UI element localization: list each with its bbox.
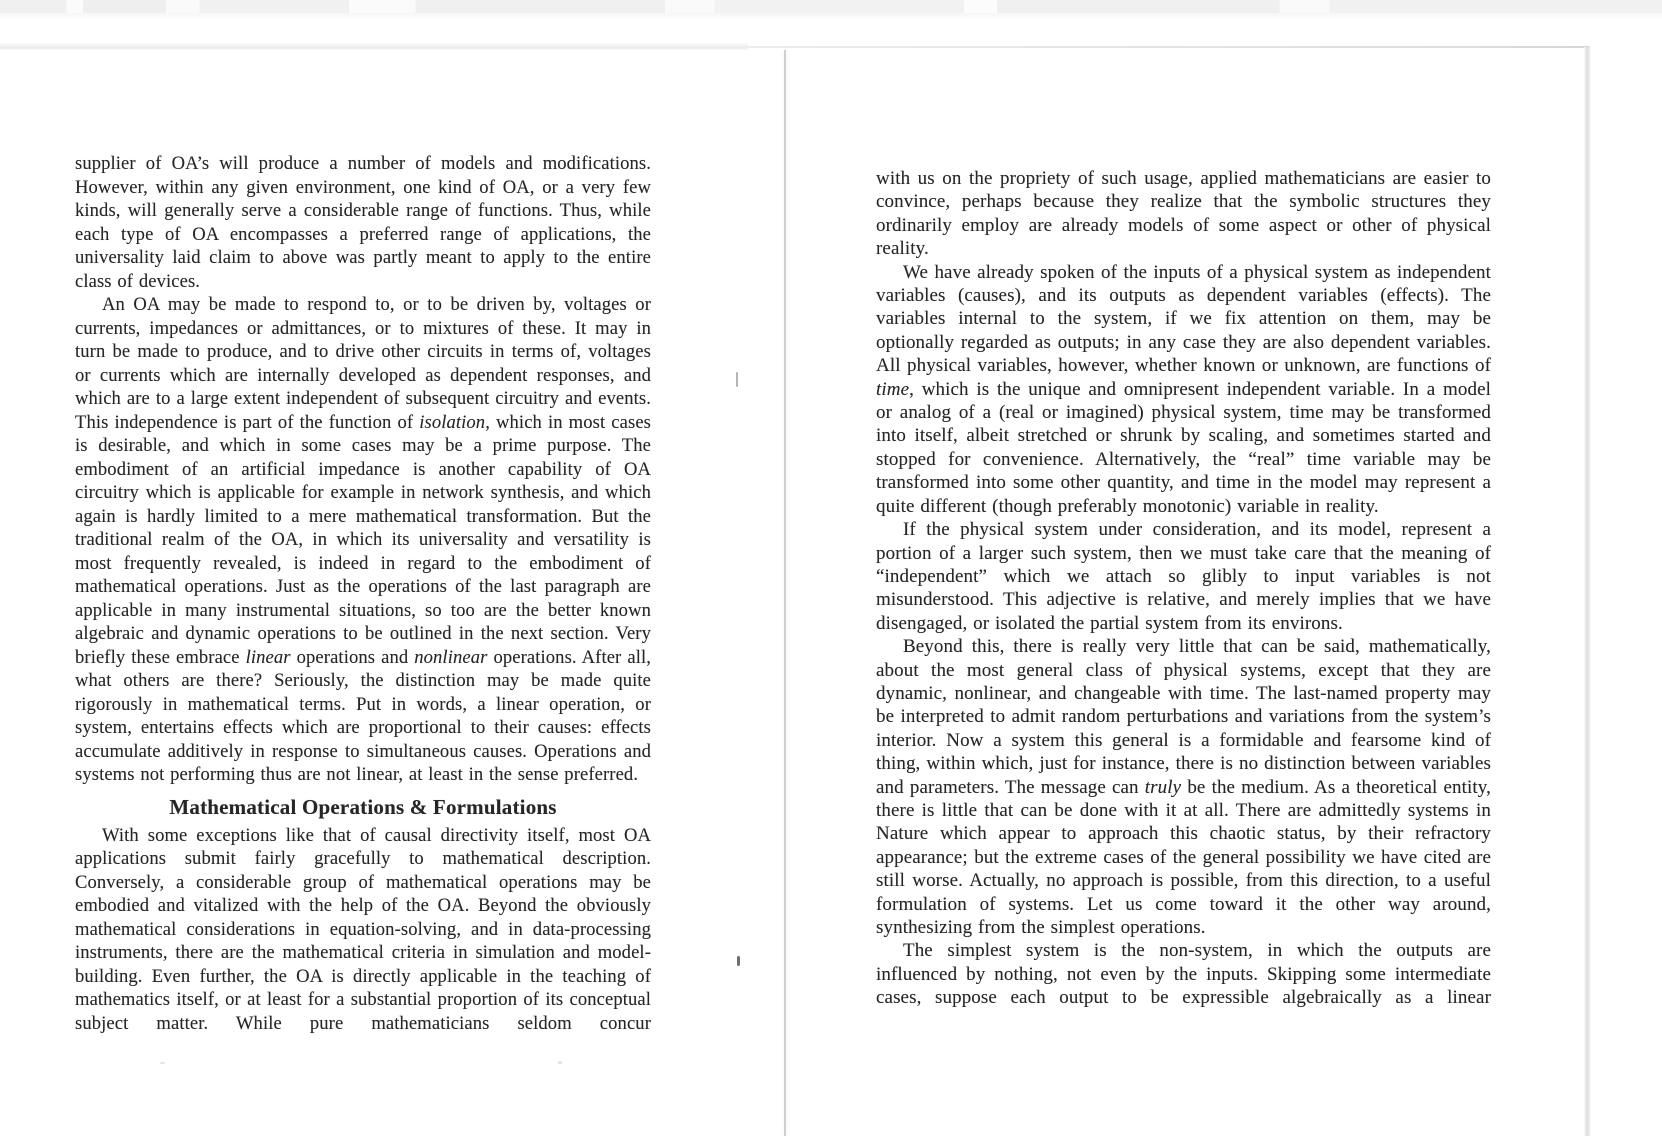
scan-artifact [558,1061,562,1064]
book-gutter-shadow [784,50,786,1136]
paragraph [876,261,1491,518]
text-run: , which is the unique and omnipresent independent variable. In a model or analog of a (real or imagined) physical system, time may be transformed into itself, albeit stretched or shrunk by scaling, and sometimes started and stopped for convenience. Alternatively, the “real” time variable may be transformed into some other quantity, and time in the model may represent a quite different (though preferably monotonic) variable in reality. [876,378,1491,517]
left-page [75,152,651,1035]
text-run: We have already spoken of the inputs of a physical system as independent variables (causes), and its outputs as dependent variables (effects). The variables internal to the system, if we fix attention on them, may be optionally regarded as outputs; in any case they are also dependent variables. All physical variables, however, whether known or unknown, are functions of [876,261,1491,377]
italic-text-run: isolation [419,411,486,433]
scan-artifact [736,372,738,387]
text-run: operations. After all, what others are there? Seriously, the distinction may be made quite rigorously in mathematical terms. Put in words, a linear operation, or system, entertains effects which are proportional to their causes: effects accumulate additively in response to simultaneous causes. Operations and systems not performing thus are not linear, at least in the sense preferred. [75,646,651,785]
page-right-edge-line [1584,47,1591,1136]
paragraph [75,152,651,293]
section-heading: Mathematical Operations & Formulations [169,794,557,819]
scan-top-strip [0,0,1662,13]
page-top-edge-line [745,46,1590,48]
text-run: An OA may be made to respond to, or to be driven by, voltages or currents, impedances or admittances, or to mixtures of these. It may in turn be made to produce, and to drive other circuits in terms of, voltages or currents which are internally developed as dependent responses, and which are to a large extent independent of subsequent circuitry and events. This independence is part of the function of [75,294,651,433]
italic-text-run: linear [245,646,291,668]
scan-artifact [737,956,740,966]
text-run: , which in most cases is desirable, and which in some cases may be a prime purpose. The embodiment of an artificial impedance is another capability of OA circuitry which is applicable for example in network synthesis, and which again is hardly limited to a mere mathematical transformation. But the traditional realm of the OA, in which its universality and versatility is most frequently revealed, is indeed in regard to the embodiment of mathematical operations. Just as the operations of the last paragraph are applicable in many instrumental situations, so too are the better known algebraic and dynamic operations to be outlined in the next section. Very briefly these embrace [75,411,652,668]
text-run: Beyond this, there is really very little that can be said, mathematically, about the most general class of physical systems, except that they are dynamic, nonlinear, and changeable with time. The last-named property may be interpreted to admit random perturbations and variations from the system’s interior. Now a system this general is a formidable and fearsome kind of thing, within which, just for instance, there is no distinction between variables and parameters. The message can [876,636,1491,798]
right-page [876,167,1491,1010]
scan-fold-line [0,43,748,50]
paragraph [876,518,1491,635]
paragraph [75,293,651,787]
text-run: be the medium. As a theoretical entity, there is little that can be done with it at all. There are admittedly systems in Nature which appear to approach this chaotic status, by their refractory appearance; but the extreme cases of the general possibility we have cited are still worse. Actually, no approach is possible, from this direction, to a useful formulation of systems. Let us come toward it the other way around, synthesizing from the simplest operations. [876,776,1492,938]
italic-text-run: time [876,378,910,400]
italic-text-run: nonlinear [414,646,488,668]
text-run: with us on the propriety of such usage, applied mathematicians are easier to convince, perhaps because they realize that the symbolic structures they ordinarily employ are already models of some aspect or other of physical reality. [876,168,1491,260]
scan-artifact [160,1062,165,1064]
text-run: If the physical system under consideration, and its model, represent a portion of a larger such system, then we must take care that the meaning of “independent” which we attach so glibly to input variables is not misunderstood. This adjective is relative, and merely implies that we have disengaged, or isolated the partial system from its environs. [876,519,1491,634]
text-run: operations and [290,646,415,668]
paragraph [876,939,1491,1009]
text-run: With some exceptions like that of causal directivity itself, most OA applications submit fairly gracefully to mathematical description. Conversely, a considerable group of mathematical operations may be embodied and vitalized with the help of the OA. Beyond the obviously mathematical considerations in equation-solving, and in data-processing instruments, there are the mathematical criteria in simulation and model-building. Even further, the OA is directly applicable in the teaching of mathematics itself, or at least for a substantial proportion of its conceptual subject matter. While pure mathematicians seldom concur [75,824,651,1034]
scan-top-strip-fade [0,13,1662,20]
paragraph [75,824,651,1036]
paragraph [876,167,1491,261]
italic-text-run: truly [1144,776,1182,798]
paragraph [876,635,1491,939]
text-run: supplier of OA’s will produce a number of models and modifications. However, within any given environment, one kind of OA, or a very few kinds, will generally serve a considerable range of functions. Thus, while each type of OA encompasses a preferred range of applications, the universality laid claim to above was partly meant to apply to the entire class of devices. [75,153,651,292]
text-run: The simplest system is the non-system, in which the outputs are influenced by nothing, not even by the inputs. Skipping some intermediate cases, suppose each output to be expressible algebraically as a linear [876,940,1491,1009]
